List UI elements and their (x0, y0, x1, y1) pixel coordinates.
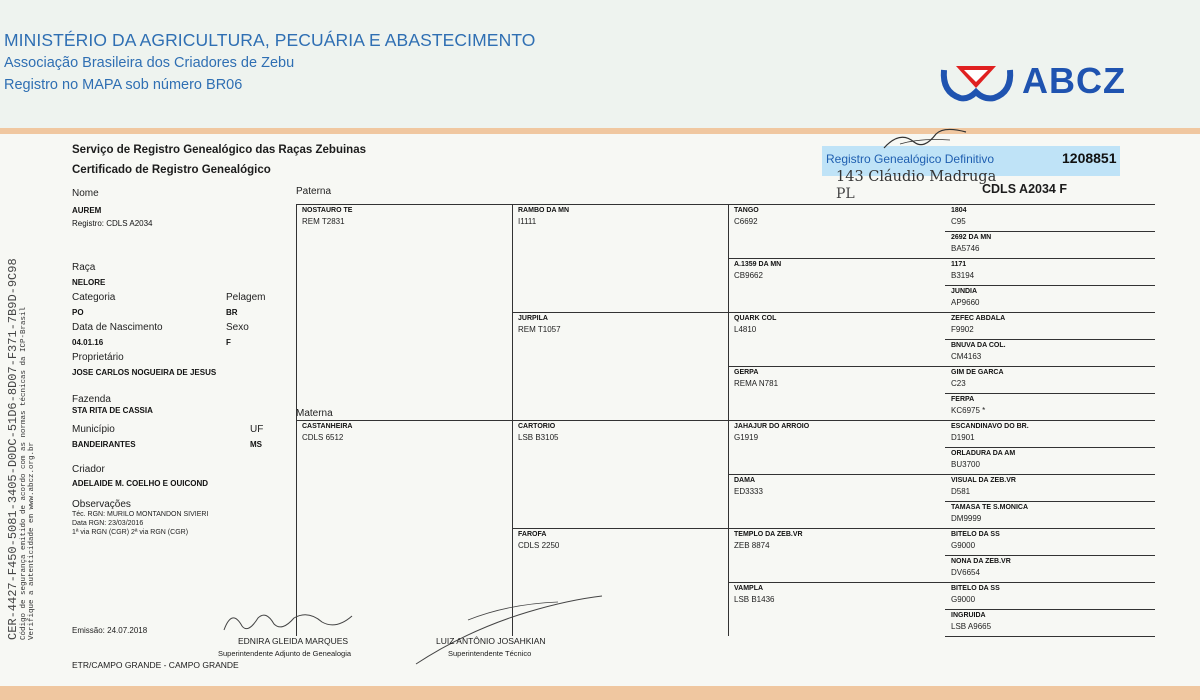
ancestor-name: VAMPLA (734, 585, 764, 592)
ancestor-name: TEMPLO DA ZEB.VR (734, 531, 803, 538)
paterna-label: Paterna (296, 186, 332, 197)
association-name: Associação Brasileira dos Criadores de Zebu (4, 55, 295, 71)
pedigree-bracket (512, 420, 513, 528)
ancestor-registration: CDLS 2250 (518, 541, 560, 550)
pelagem-value: BR (226, 308, 238, 317)
ancestor-name: TANGO (734, 207, 759, 214)
ancestor-registration: LSB A9665 (951, 622, 992, 631)
ancestor-name: GERPA (734, 369, 759, 376)
nascimento-label: Data de Nascimento (72, 322, 163, 333)
pedigree-bracket (728, 420, 729, 474)
security-code: CER-4427-F450-5081-3405-D0DC-51D6-8D07-F371-7B9D-9C98 (6, 258, 20, 640)
fazenda-label: Fazenda (72, 394, 111, 405)
ancestor-name: BITELO DA SS (951, 585, 1000, 592)
pedigree-line (945, 339, 1155, 340)
nome-label: Nome (72, 188, 99, 199)
ancestor-name: 1171 (951, 261, 967, 268)
ministry-title: MINISTÉRIO DA AGRICULTURA, PECUÁRIA E ABASTECIMENTO (4, 30, 536, 50)
security-note-2: Verifique a autenticidade em www.abcz.org.br (28, 441, 36, 640)
categoria-value: PO (72, 308, 84, 317)
fazenda-value: STA RITA DE CASSIA (72, 406, 153, 415)
observacao-1: Téc. RGN: MURILO MONTANDON SIVIERI (72, 511, 209, 518)
ancestor-name: JURPILA (518, 315, 548, 322)
ancestor-name: 2692 DA MN (951, 234, 992, 241)
signature-1-icon (218, 604, 358, 638)
ancestor-registration: G9000 (951, 595, 976, 604)
ancestor-registration: CB9662 (734, 271, 763, 280)
ancestor-registration: ED3333 (734, 487, 763, 496)
observacao-2: Data RGN: 23/03/2016 (72, 520, 144, 527)
pedigree-line (945, 501, 1155, 502)
pedigree-bracket (728, 204, 729, 258)
pedigree-bracket (512, 204, 513, 312)
observacoes-label: Observações (72, 499, 131, 510)
ancestor-registration: C6692 (734, 217, 758, 226)
ancestor-registration: D581 (951, 487, 971, 496)
pedigree-bracket (728, 582, 729, 636)
raca-label: Raça (72, 262, 96, 273)
registro-value: Registro: CDLS A2034 (72, 219, 153, 228)
ancestor-registration: REMA N781 (734, 379, 779, 388)
pedigree-bracket (512, 312, 513, 420)
ancestor-name: JAHAJUR DO ARROIO (734, 423, 810, 430)
ancestor-name: BNUVA DA COL. (951, 342, 1006, 349)
handwritten-initials: PL (836, 186, 855, 202)
pedigree-line (945, 420, 1155, 421)
ancestor-registration: DM9999 (951, 514, 982, 523)
pedigree-line (945, 231, 1155, 232)
ancestor-registration: BU3700 (951, 460, 980, 469)
ancestor-registration: C23 (951, 379, 966, 388)
ancestor-name: FAROFA (518, 531, 547, 538)
pedigree-bracket (728, 474, 729, 528)
ancestor-name: NONA DA ZEB.VR (951, 558, 1011, 565)
ancestor-name: INGRUIDA (951, 612, 986, 619)
ancestor-name: BITELO DA SS (951, 531, 1000, 538)
animal-code: CDLS A2034 F (982, 182, 1067, 196)
categoria-label: Categoria (72, 292, 116, 303)
pedigree-line (945, 312, 1155, 313)
ancestor-name: FERPA (951, 396, 975, 403)
ancestor-registration: REM T2831 (302, 217, 345, 226)
uf-label: UF (250, 424, 264, 435)
proprietario-label: Proprietário (72, 352, 124, 363)
municipio-value: BANDEIRANTES (72, 440, 136, 449)
pedigree-line (945, 366, 1155, 367)
ancestor-registration: KC6975 * (951, 406, 986, 415)
ancestor-registration: C95 (951, 217, 966, 226)
handwritten-note: 143 Cláudio Madruga (836, 169, 997, 185)
ancestor-name: RAMBO DA MN (518, 207, 570, 214)
pedigree-line (945, 258, 1155, 259)
ancestor-name: A.1359 DA MN (734, 261, 782, 268)
ancestor-registration: ZEB 8874 (734, 541, 770, 550)
pelagem-label: Pelagem (226, 292, 266, 303)
raca-value: NELORE (72, 278, 106, 287)
pedigree-line (945, 582, 1155, 583)
pedigree-line (945, 528, 1155, 529)
pedigree-bracket (728, 528, 729, 582)
pedigree-line (945, 636, 1155, 637)
ancestor-registration: REM T1057 (518, 325, 561, 334)
security-note-1: Código de segurança emitido de acordo com as normas técnicas da ICP-Brasil (20, 306, 28, 640)
ancestor-name: ORLADURA DA AM (951, 450, 1016, 457)
pedigree-bracket (728, 258, 729, 312)
ancestor-registration: I1111 (518, 217, 537, 226)
definitive-label: Registro Genealógico Definitivo (826, 152, 995, 166)
ancestor-name: VISUAL DA ZEB.VR (951, 477, 1016, 484)
signature-2-icon (408, 590, 608, 670)
pedigree-line (945, 609, 1155, 610)
ancestor-name: GIM DE GARCA (951, 369, 1004, 376)
sexo-label: Sexo (226, 322, 249, 333)
abcz-logo-text: ABCZ (1022, 60, 1126, 101)
ancestor-registration: CDLS 6512 (302, 433, 344, 442)
pedigree-line (945, 204, 1155, 205)
ancestor-registration: B3194 (951, 271, 975, 280)
municipio-label: Município (72, 424, 115, 435)
ancestor-registration: LSB B1436 (734, 595, 775, 604)
ancestor-registration: L4810 (734, 325, 757, 334)
ancestor-registration: G1919 (734, 433, 759, 442)
pedigree-line (945, 447, 1155, 448)
ancestor-name: DAMA (734, 477, 755, 484)
service-title: Serviço de Registro Genealógico das Raças Zebuinas (72, 144, 366, 156)
ancestor-registration: LSB B3105 (518, 433, 559, 442)
pedigree-line (945, 393, 1155, 394)
criador-label: Criador (72, 464, 105, 475)
observacao-3: 1ª via RGN (CGR) 2ª via RGN (CGR) (72, 529, 189, 536)
ancestor-name: CARTORIO (518, 423, 556, 430)
certificate-title: Certificado de Registro Genealógico (72, 164, 271, 176)
ancestor-name: NOSTAURO TE (302, 207, 353, 214)
signature-2-title: Superintendente Técnico (448, 649, 532, 658)
pedigree-line (945, 285, 1155, 286)
pedigree-bracket (296, 204, 297, 420)
emission-location: ETR/CAMPO GRANDE - CAMPO GRANDE (72, 660, 239, 670)
ancestor-name: ESCANDINAVO DO BR. (951, 423, 1029, 430)
materna-label: Materna (296, 408, 333, 419)
ancestor-name: TAMASA TE S.MONICA (951, 504, 1028, 511)
ancestor-registration: D1901 (951, 433, 975, 442)
ancestor-name: ZEFEC ABDALA (951, 315, 1006, 322)
signature-2-name: LUIZ ANTÔNIO JOSAHKIAN (436, 636, 546, 646)
signature-1-title: Superintendente Adjunto de Genealogia (218, 649, 352, 658)
ancestor-registration: G9000 (951, 541, 976, 550)
pedigree-bracket (728, 312, 729, 366)
nome-value: AUREM (72, 206, 102, 215)
bottom-stripe (0, 686, 1200, 700)
sexo-value: F (226, 338, 231, 347)
ancestor-name: QUARK COL (734, 315, 777, 322)
pedigree-line (945, 555, 1155, 556)
nascimento-value: 04.01.16 (72, 338, 104, 347)
ancestor-name: JUNDIA (951, 288, 978, 295)
criador-value: ADELAIDE M. COELHO E OUICOND (72, 479, 209, 488)
pedigree-line (945, 474, 1155, 475)
definitive-number: 1208851 (1062, 150, 1117, 166)
signature-1-name: EDNIRA GLEIDA MARQUES (238, 636, 349, 646)
uf-value: MS (250, 440, 262, 449)
registry-line: Registro no MAPA sob número BR06 (4, 77, 243, 93)
proprietario-value: JOSE CARLOS NOGUEIRA DE JESUS (72, 368, 217, 377)
emissao-date: Emissão: 24.07.2018 (72, 626, 148, 635)
pedigree-bracket (728, 366, 729, 420)
ancestor-name: CASTANHEIRA (302, 423, 353, 430)
ancestor-name: 1804 (951, 207, 967, 214)
ancestor-registration: F9902 (951, 325, 974, 334)
ancestor-registration: CM4163 (951, 352, 982, 361)
ancestor-registration: BA5746 (951, 244, 980, 253)
ancestor-registration: AP9660 (951, 298, 980, 307)
ancestor-registration: DV6654 (951, 568, 980, 577)
